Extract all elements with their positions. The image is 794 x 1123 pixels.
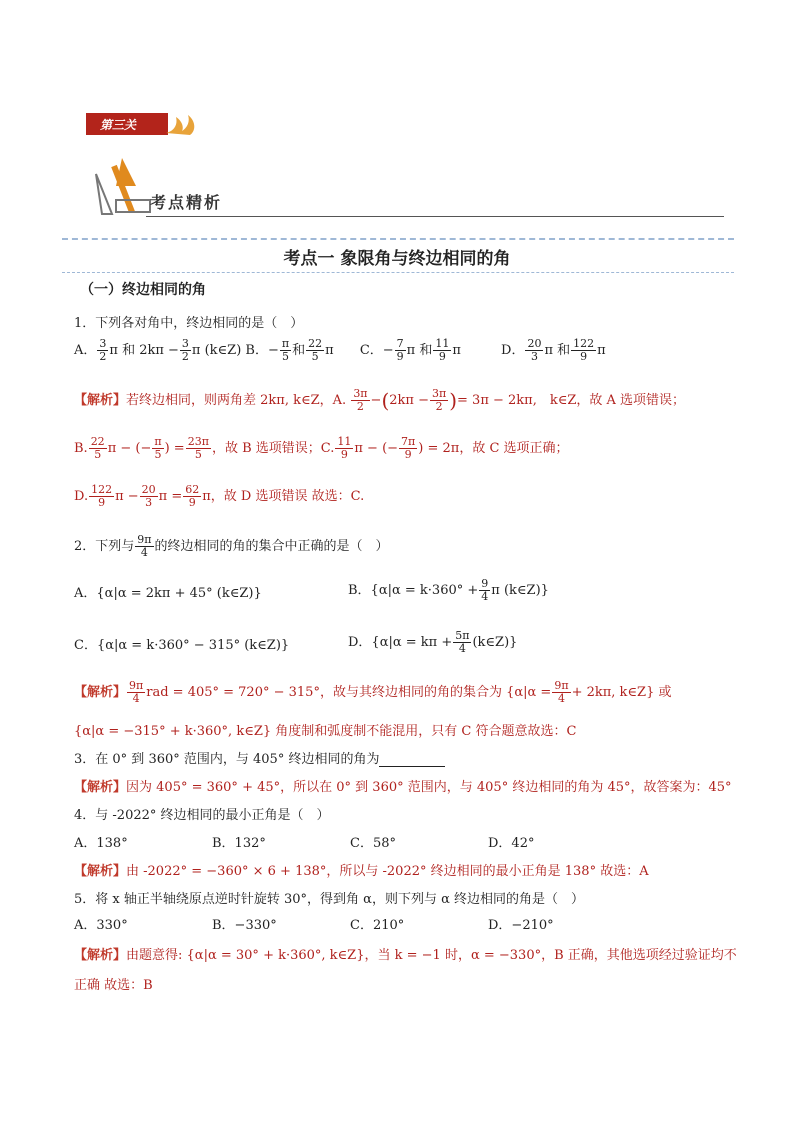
solution-tag: 【解析】 (74, 948, 127, 963)
q5-opt-b: B．−330° (212, 918, 277, 933)
q1-solution-line3 (74, 484, 364, 509)
level-banner (86, 111, 196, 135)
fraction: $\frac{3}{2}$ (99, 337, 107, 363)
q5-solution-line2: 正确 故选：B (74, 978, 153, 993)
fraction: $\frac{\pi}{5}$ (154, 435, 162, 461)
fraction: $\frac{9}{4}$ (481, 577, 489, 603)
q2-option-c: C．{α|α = k·360° − 315° (k∈Z)} (74, 638, 290, 653)
fraction: $\frac{5\pi}{4}$ (455, 629, 470, 655)
text: B．{α|α = k·360° + (348, 583, 479, 598)
fraction: $\frac{20}{3}$ (527, 337, 542, 363)
section-header (92, 156, 724, 222)
text: π − (115, 489, 139, 504)
text: ) = (164, 441, 185, 456)
q5-opt-c: C．210° (350, 918, 405, 933)
solution-tag: 【解析】 (74, 864, 127, 879)
fraction: $\frac{9\pi}{4}$ (129, 679, 144, 705)
text: rad = 405° = 720° − 315°，故与其终边相同的角的集合为 {α|α = (146, 685, 552, 700)
text: π 和 2kπ − (109, 343, 179, 358)
section-header-label: 考点精析 (150, 193, 223, 212)
text: − (370, 393, 382, 408)
text: = 3π − 2kπ, k∈Z，故 A 选项错误； (457, 393, 686, 408)
fraction: $\frac{62}{9}$ (185, 483, 200, 509)
text: + 2kπ, k∈Z} 或 (571, 685, 672, 700)
option-a: A． (74, 343, 97, 358)
text: π (597, 343, 606, 358)
q1-options: A． $\frac{3}{2}$ π 和 2kπ − $\frac{3}{2}$ π (k∈Z) B．− $\frac{\pi}{5}$ 和 $\frac{22}{5}$ π C．− $\frac{7}{9}$ π 和 $\frac{11}{9}$ π D． $\frac{20}{3}$ π 和 $\frac{122}{9}$ π (74, 337, 606, 363)
text: 由题意得: {α|α = 30° + k·360°, k∈Z}，当 k = −1 时，α = −330°，B 正确，其他选项经过验证均不 (126, 948, 737, 963)
answer-blank (379, 753, 445, 767)
text: (k∈Z)} (472, 635, 518, 650)
text: 若终边相同，则两角差 2kπ, k∈Z，A. (126, 393, 347, 408)
q2-solution-line1 (74, 680, 671, 705)
q4-stem: 4．与 -2022° 终边相同的最小正角是（ ） (74, 808, 330, 823)
solution-tag: 【解析】 (74, 393, 127, 408)
q5-stem: 5．将 x 轴正半轴绕原点逆时针旋转 30°，得到角 α，则下列与 α 终边相同的角是（ ） (74, 892, 584, 907)
text: 的终边相同的角的集合中正确的是（ ） (154, 539, 389, 554)
text: π − (− (354, 441, 399, 456)
text: π 和 (406, 343, 433, 358)
fraction: $\frac{3\pi}{2}$ (353, 387, 368, 413)
text: π 和 (544, 343, 571, 358)
solution-tag: 【解析】 (74, 685, 127, 700)
text: π，故 D 选项错误 故选：C. (202, 489, 365, 504)
flame-icon (164, 111, 198, 137)
fraction: $\frac{\pi}{5}$ (281, 337, 290, 363)
option-c: C．− (359, 343, 394, 358)
text: 由 -2022° = −360° × 6 + 138°，所以与 -2022° 终边相同的最小正角是 138° 故选：A (126, 864, 649, 879)
text: 因为 405° = 360° + 45°，所以在 0° 到 360° 范围内，与 405° 终边相同的角为 45°，故答案为：45° (126, 780, 732, 795)
text: π = (158, 489, 183, 504)
solution-tag: 【解析】 (74, 780, 127, 795)
fraction: $\frac{7\pi}{9}$ (401, 435, 416, 461)
fraction: $\frac{122}{9}$ (573, 337, 595, 363)
q4-opt-a: A．138° (74, 836, 128, 851)
q2-stem (74, 534, 389, 559)
fraction: $\frac{122}{9}$ (91, 483, 113, 509)
q1-stem: 1．下列各对角中，终边相同的是（ ） (74, 316, 304, 331)
q4-solution (74, 860, 649, 879)
q2-option-a: A．{α|α = 2kπ + 45° (k∈Z)} (74, 586, 262, 601)
q3-stem (74, 748, 445, 767)
q2-option-d (348, 630, 517, 655)
tools-icon (92, 156, 152, 218)
q4-opt-b: B．132° (212, 836, 266, 851)
q4-opt-c: C．58° (350, 836, 396, 851)
q3-solution (74, 776, 732, 795)
fraction: $\frac{9\pi}{4}$ (137, 533, 152, 559)
text: D．{α|α = kπ + (348, 635, 453, 650)
fraction: $\frac{7}{9}$ (396, 337, 404, 363)
text: D. (74, 489, 89, 504)
option-b: B．− (245, 343, 279, 358)
text: π (k∈Z)} (491, 583, 549, 598)
text: π − (− (107, 441, 152, 456)
page-title: 考点一 象限角与终边相同的角 (283, 249, 511, 269)
fraction: $\frac{3\pi}{2}$ (431, 387, 447, 413)
text: 和 (292, 343, 306, 358)
divider (62, 272, 734, 273)
text: B. (74, 441, 88, 456)
divider (146, 216, 724, 217)
text: ，故 B 选项错误；C. (211, 441, 335, 456)
fraction: $\frac{9\pi}{4}$ (554, 679, 569, 705)
fraction: $\frac{22}{5}$ (308, 337, 323, 363)
q1-solution-line2 (74, 436, 569, 461)
q4-opt-d: D．42° (488, 836, 535, 851)
fraction: $\frac{3}{2}$ (181, 337, 189, 363)
divider (62, 238, 734, 240)
banner-label: 第三关 (86, 113, 168, 135)
text: 2．下列与 (74, 539, 135, 554)
fraction: $\frac{20}{3}$ (141, 483, 156, 509)
q2-solution-line2: {α|α = −315° + k·360°, k∈Z} 角度制和弧度制不能混用，只有 C 符合题意故选：C (74, 724, 577, 739)
q5-opt-d: D．−210° (488, 918, 554, 933)
fraction: $\frac{11}{9}$ (435, 337, 450, 363)
fraction: $\frac{23\pi}{5}$ (187, 435, 209, 461)
q1-solution-line1: 【解析】若终边相同，则两角差 2kπ, k∈Z，A. $\frac{3\pi}{2}$ −(2kπ − $\frac{3\pi}{2}$ )= 3π − 2kπ, k∈Z，故 A 选项错误； (74, 387, 686, 413)
fraction: $\frac{11}{9}$ (337, 435, 352, 461)
text: π (452, 343, 461, 358)
text: 3．在 0° 到 360° 范围内，与 405° 终边相同的角为 (74, 752, 380, 767)
q2-option-b (348, 578, 549, 603)
q5-solution-line1 (74, 944, 737, 963)
fraction: $\frac{22}{5}$ (90, 435, 105, 461)
text: π (k∈Z) (191, 343, 242, 358)
subsection-heading: （一）终边相同的角 (80, 282, 206, 298)
text: ) = 2π，故 C 选项正确； (418, 441, 569, 456)
option-d: D． (501, 343, 525, 358)
q5-opt-a: A．330° (74, 918, 128, 933)
